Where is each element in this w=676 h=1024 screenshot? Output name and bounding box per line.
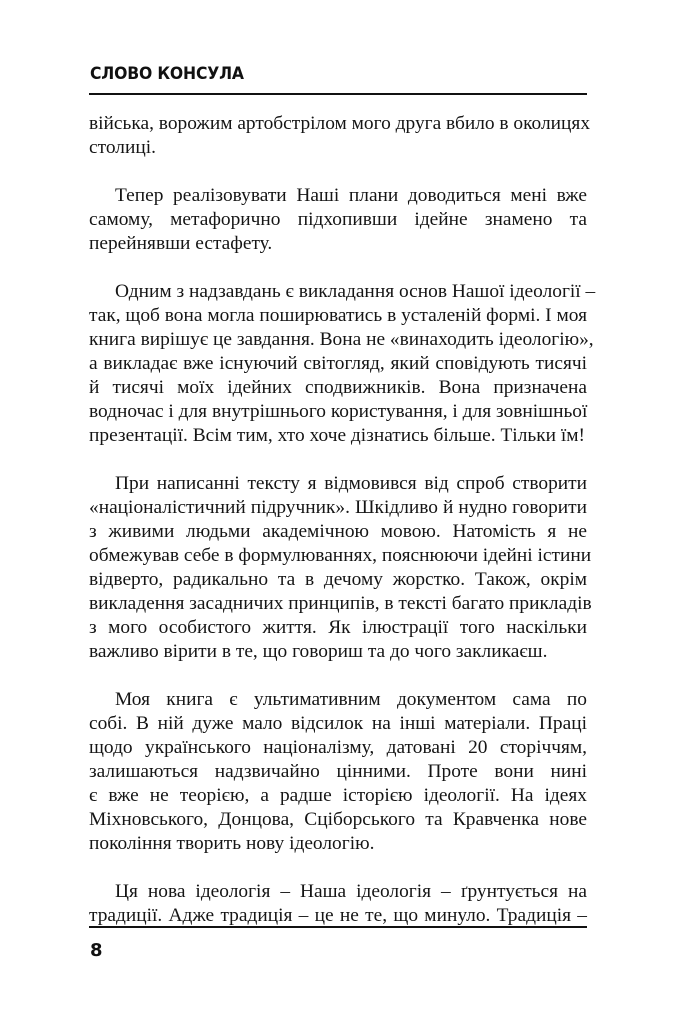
- text-line: відверто, радикально та в дечому жорстко. Також, окрім: [89, 569, 587, 590]
- text-line: викладення засадничих принципів, в тексті багато прикладів: [89, 593, 592, 614]
- text-line: собі. В ній дуже мало відсилок на інші матеріали. Праці: [89, 713, 587, 734]
- text-line: війська, ворожим артобстрілом мого друга вбило в околицях: [89, 113, 591, 134]
- text-line: й тисячі моїх ідейних сподвижників. Вона призначена: [89, 377, 587, 398]
- running-header-title: СЛОВО КОНСУЛА: [90, 64, 244, 84]
- text-line: обмежував себе в формулюваннях, пояснюючи ідейні істини: [89, 545, 592, 566]
- text-line: з живими людьми академічною мовою. Натомість я не: [89, 521, 587, 542]
- text-line: Тепер реалізовувати Наші плани доводиться мені вже: [115, 185, 587, 206]
- footer-rule: [89, 926, 587, 928]
- paragraph: [89, 688, 587, 856]
- text-line: Міхновського, Донцова, Сціборського та Кравченка нове: [89, 809, 587, 830]
- paragraph: [89, 472, 592, 664]
- text-line: щодо українського націоналізму, датовані 20 сторіччям,: [89, 737, 587, 758]
- paragraph: [89, 184, 587, 256]
- text-line: перейнявши естафету.: [89, 233, 273, 254]
- text-line: традиції. Адже традиція – це не те, що минуло. Традиція –: [89, 905, 587, 926]
- text-line: з мого особистого життя. Як ілюстрації того наскільки: [89, 617, 587, 638]
- text-line: презентації. Всім тим, хто хоче дізнатись більше. Тільки їм!: [89, 425, 585, 446]
- paragraph: [89, 880, 587, 928]
- text-line: столиці.: [89, 137, 156, 158]
- text-line: книга вирішує це завдання. Вона не «винаходить ідеологію»,: [89, 329, 594, 350]
- paragraph: [89, 280, 596, 448]
- text-line: залишаються надзвичайно цінними. Проте вони нині: [89, 761, 587, 782]
- text-line: Моя книга є ультимативним документом сама по: [115, 689, 587, 710]
- header-rule: [89, 93, 587, 95]
- text-line: а викладає вже існуючий світогляд, який сповідують тисячі: [89, 353, 587, 374]
- text-line: «націоналістичний підручник». Шкідливо й нудно говорити: [89, 497, 587, 518]
- text-line: Одним з надзавдань є викладання основ Нашої ідеології –: [115, 281, 596, 302]
- body-text: [89, 112, 596, 928]
- text-line: покоління творить нову ідеологію.: [89, 833, 375, 854]
- text-line: Ця нова ідеологія – Наша ідеологія – ґрунтується на: [115, 881, 587, 902]
- text-line: є вже не теорією, а радше історією ідеології. На ідеях: [89, 785, 587, 806]
- page-number: 8: [90, 940, 103, 961]
- text-line: важливо вірити в те, що говориш та до чого закликаєш.: [89, 641, 548, 662]
- text-line: так, щоб вона могла поширюватись в усталеній формі. І моя: [89, 305, 588, 326]
- text-line: самому, метафорично підхопивши ідейне знамено та: [89, 209, 587, 230]
- text-line: водночас і для внутрішнього користування, і для зовнішньої: [89, 401, 588, 422]
- paragraph: [89, 112, 591, 160]
- text-line: При написанні тексту я відмовився від спроб створити: [115, 473, 587, 494]
